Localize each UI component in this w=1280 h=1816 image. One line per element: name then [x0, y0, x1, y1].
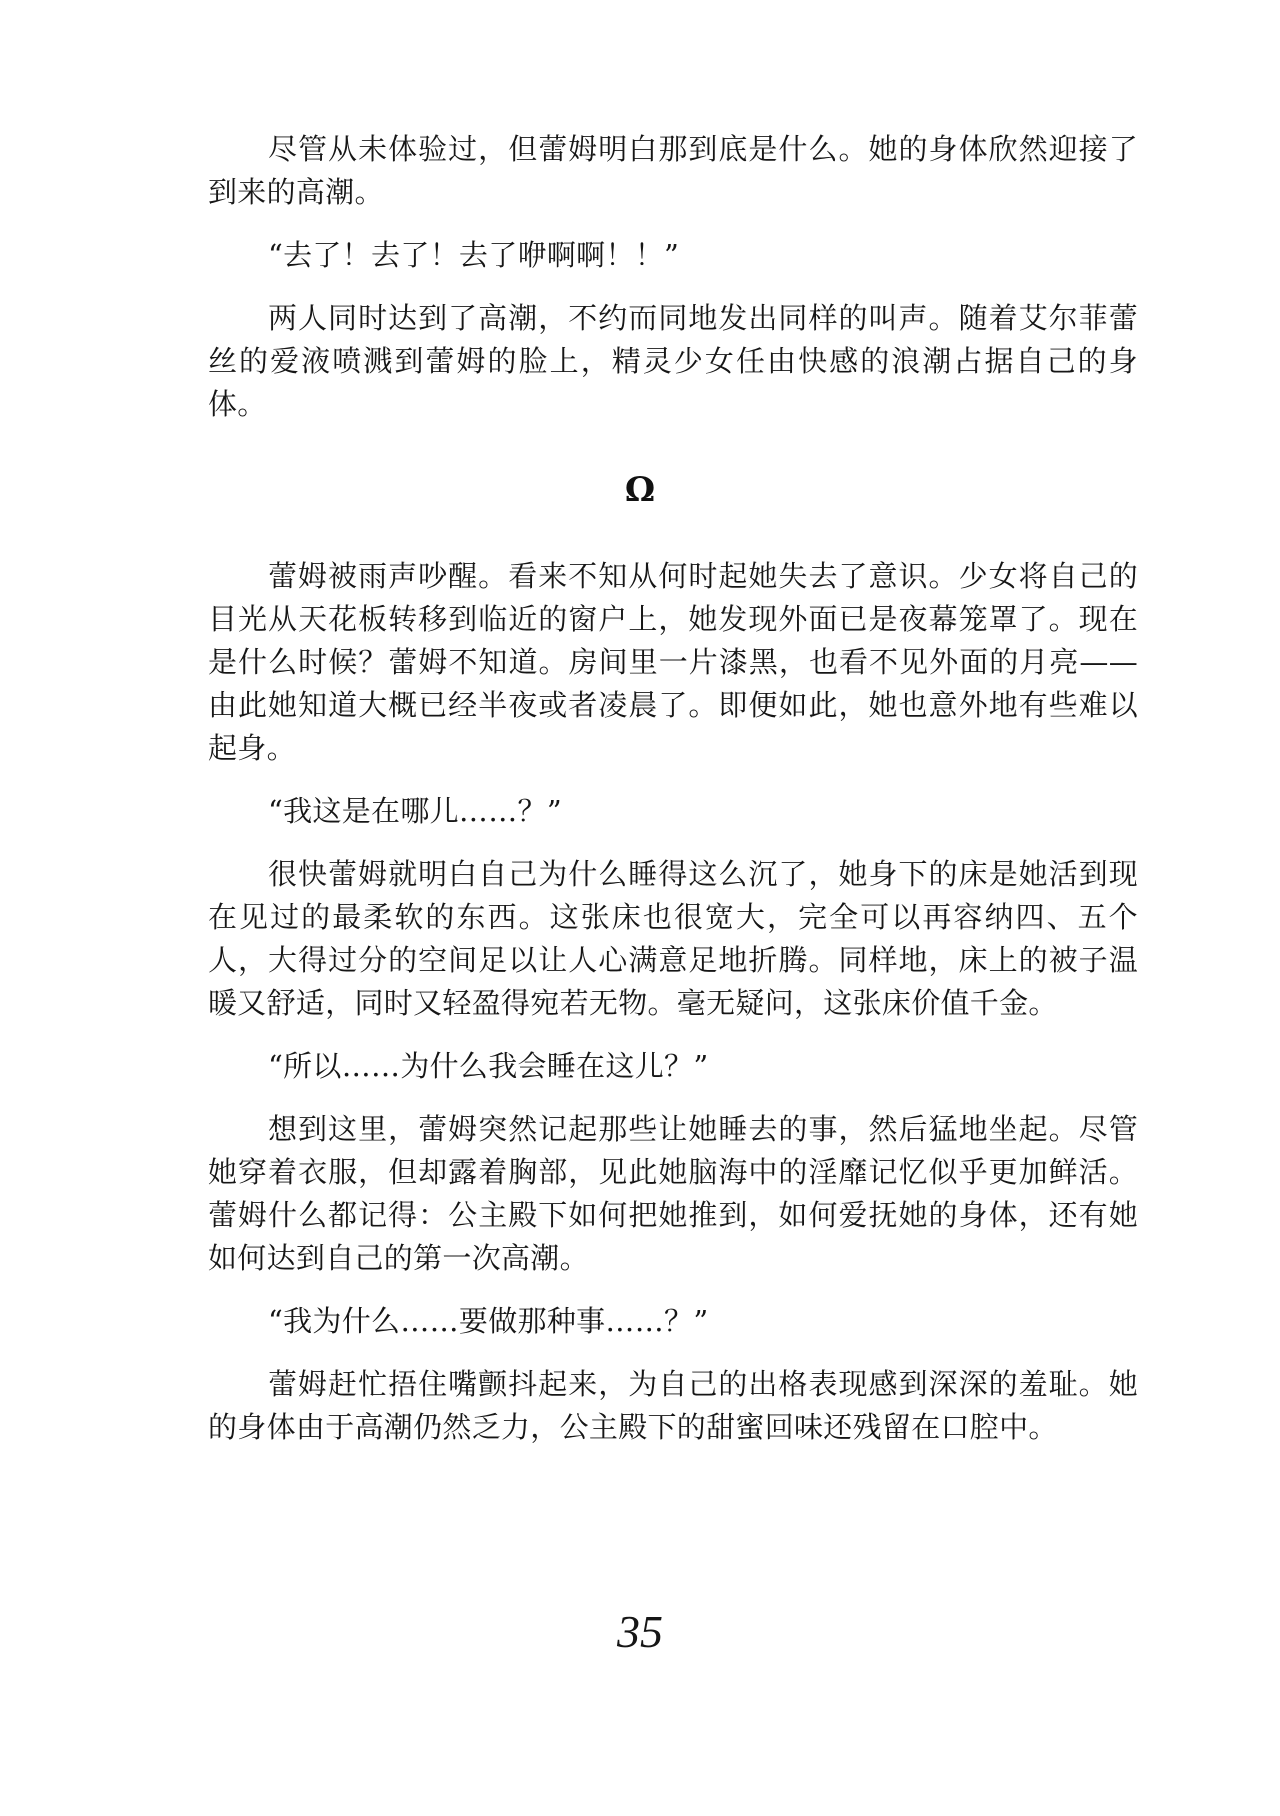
page-number: 35 [617, 1606, 663, 1657]
dialogue-line: “我为什么……要做那种事……？” [268, 1304, 709, 1338]
paragraph: 很快蕾姆就明白自己为什么睡得这么沉了，她身下的床是她活到现在见过的最柔软的东西。这张床也很宽大，完全可以再容纳四、五个人，大得过分的空间足以让人心满意足地折腾。同样地，床上的被子温暖又舒适，同时又轻盈得宛若无物。毫无疑问，这张床价值千金。 [208, 857, 1138, 1020]
paragraph: 两人同时达到了高潮，不约而同地发出同样的叫声。随着艾尔菲蕾丝的爱液喷溅到蕾姆的脸上，精灵少女任由快感的浪潮占据自己的身体。 [208, 301, 1138, 421]
dialogue-line: “去了！去了！去了咿啊啊！！” [268, 238, 680, 272]
dialogue-line: “我这是在哪儿……？” [268, 794, 562, 828]
paragraph: 想到这里，蕾姆突然记起那些让她睡去的事，然后猛地坐起。尽管她穿着衣服，但却露着胸部，见此她脑海中的淫靡记忆似乎更加鲜活。蕾姆什么都记得：公主殿下如何把她推到，如何爱抚她的身体，还有她如何达到自己的第一次高潮。 [208, 1112, 1138, 1275]
paragraph: 蕾姆赶忙捂住嘴颤抖起来，为自己的出格表现感到深深的羞耻。她的身体由于高潮仍然乏力，公主殿下的甜蜜回味还残留在口腔中。 [208, 1367, 1138, 1444]
paragraph: 蕾姆被雨声吵醒。看来不知从何时起她失去了意识。少女将自己的目光从天花板转移到临近的窗户上，她发现外面已是夜幕笼罩了。现在是什么时候？蕾姆不知道。房间里一片漆黑，也看不见外面的月亮——由此她知道大概已经半夜或者凌晨了。即便如此，她也意外地有些难以起身。 [208, 559, 1138, 765]
section-divider-omega: Ω [624, 470, 656, 510]
section-one [208, 128, 1138, 426]
dialogue-line: “所以……为什么我会睡在这儿？” [268, 1049, 709, 1083]
section-two [208, 555, 1138, 1449]
paragraph: 尽管从未体验过，但蕾姆明白那到底是什么。她的身体欣然迎接了到来的高潮。 [208, 132, 1138, 209]
